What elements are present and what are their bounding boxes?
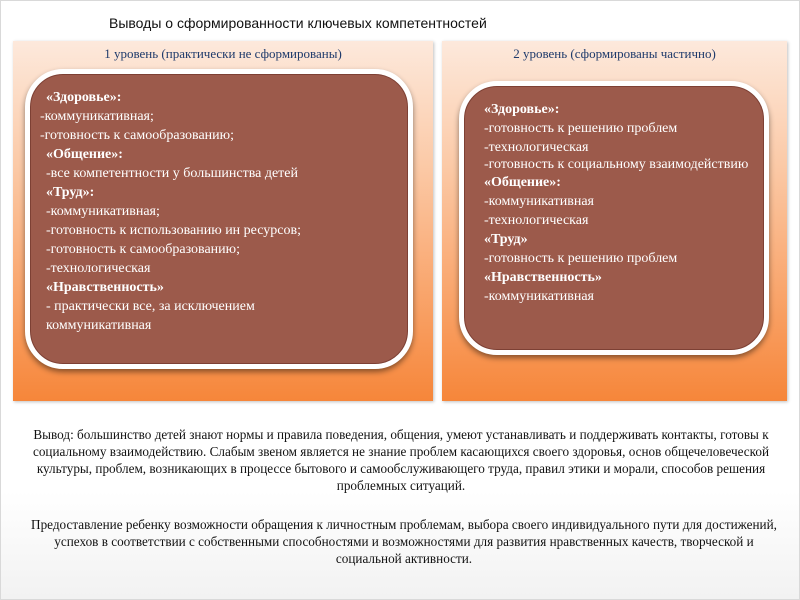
level-2-card xyxy=(459,81,769,355)
competence-item: -технологическая xyxy=(484,213,589,228)
conclusion-text: Вывод: большинство детей знают нормы и правила поведения, общения, умеют устанавливать и поддерживать контакты, готовы к социальному взаимодействию. Слабым звеном является не знание проблем касающихся своего здоровья, основ общечеловеческой культуры, проблем, возникающих в процессе бытового и самообслуживающего труда, правил этики и морали, способов решения проблемных ситуаций. xyxy=(32,427,770,493)
competence-item: -готовность к использованию ин ресурсов; xyxy=(46,223,301,238)
proposal-text: Предоставление ребенку возможности обращения к личностным проблемам, выбора своего индивидуального пути для достижений, успехов в соответствии с собственными способностями и возможностями для развития нравственных качеств, творческой и социальной активности. xyxy=(31,517,777,566)
level-1-card xyxy=(25,69,413,369)
slide-title: Выводы о сформированности ключевых компетентностей xyxy=(109,15,487,31)
competence-item: -коммуникативная; xyxy=(46,204,160,219)
category-heading: «Здоровье»: xyxy=(46,90,122,105)
level-1-heading: 1 уровень (практически не сформированы) xyxy=(104,46,342,61)
competence-item: -технологическая xyxy=(46,261,151,276)
competence-item: -коммуникативная xyxy=(484,194,594,209)
competence-item: -готовность к решению проблем xyxy=(484,251,678,266)
competence-item: коммуникативная xyxy=(46,318,152,333)
category-heading: «Общение»: xyxy=(46,147,123,162)
category-heading: «Здоровье»: xyxy=(484,102,560,117)
category-heading: «Нравственность» xyxy=(46,280,164,295)
competence-item: -готовность к самообразованию; xyxy=(46,242,240,257)
competence-item: -готовность к самообразованию; xyxy=(40,128,234,143)
competence-item: -коммуникативная xyxy=(484,289,594,304)
competence-item: -готовность к социальному взаимодействию xyxy=(484,157,749,172)
category-heading: «Труд» xyxy=(484,232,528,247)
competence-item: - практически все, за исключением xyxy=(46,299,255,314)
level-1-panel xyxy=(13,41,433,401)
category-heading: «Нравственность» xyxy=(484,270,602,285)
competence-item: -все компетентности у большинства детей xyxy=(46,166,298,181)
category-heading: «Труд»: xyxy=(46,185,95,200)
competence-item: -коммуникативная; xyxy=(40,109,154,124)
category-heading: «Общение»: xyxy=(484,175,561,190)
competence-item: -технологическая xyxy=(484,140,589,155)
level-2-heading: 2 уровень (сформированы частично) xyxy=(513,46,716,61)
competence-item: -готовность к решению проблем xyxy=(484,121,678,136)
level-2-panel xyxy=(442,41,787,401)
